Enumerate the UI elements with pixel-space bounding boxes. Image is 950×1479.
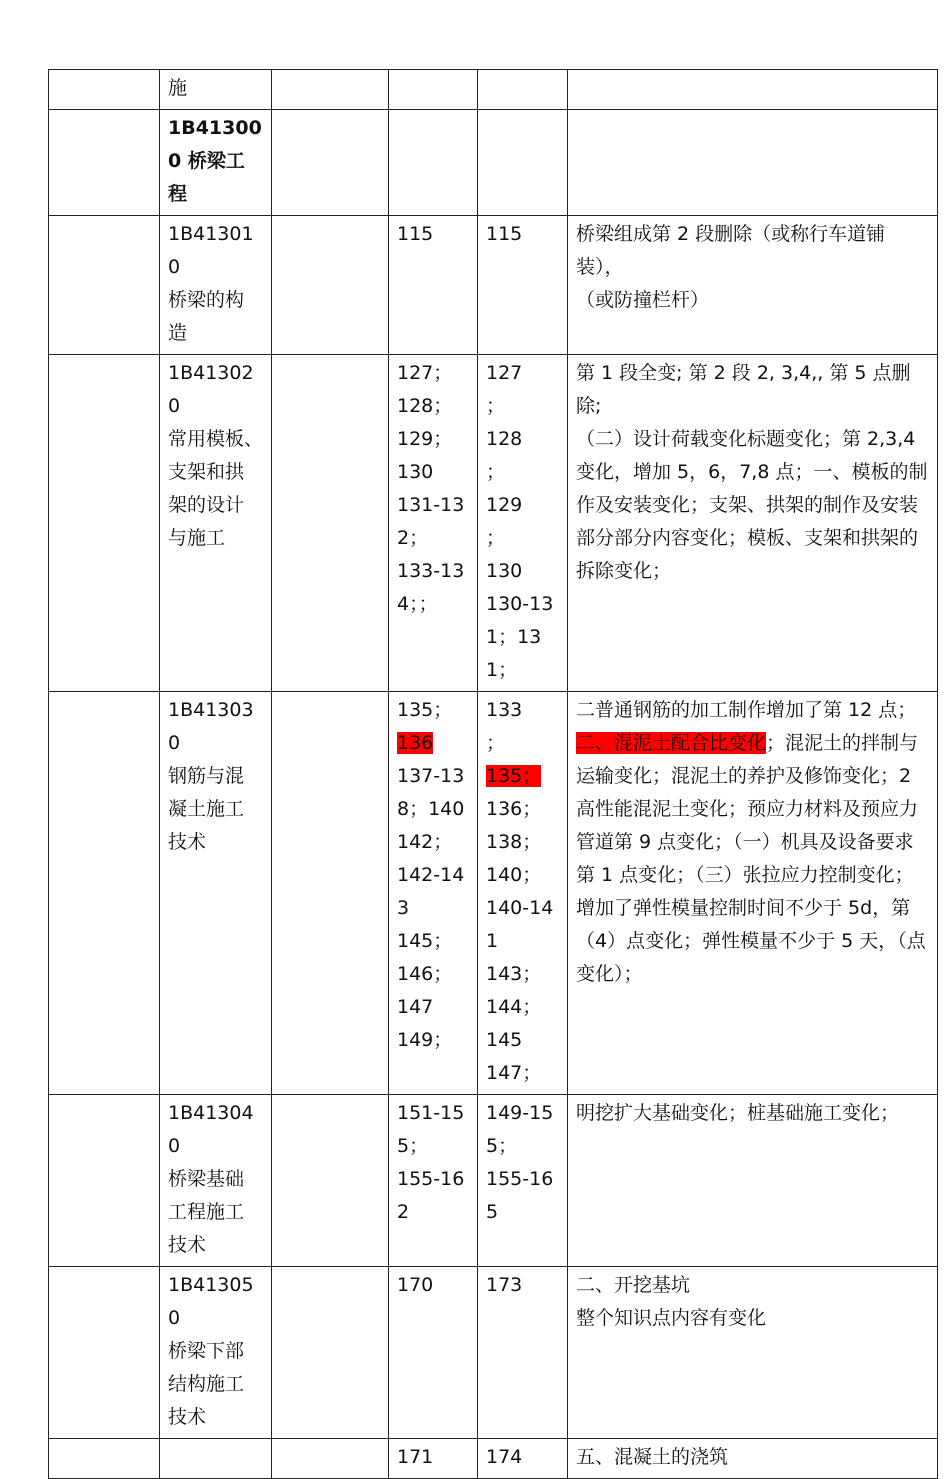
blank-cell — [49, 1095, 160, 1267]
code-cell: 1B413030 钢筋与混 凝土施工 技术 — [160, 692, 272, 1095]
section-heading-cell: 1B41300 0 桥梁工 程 — [160, 110, 272, 216]
blank-cell — [272, 692, 389, 1095]
table-row — [49, 1267, 938, 1439]
new-page-cell: 149-15 5； 155-16 5 — [478, 1095, 568, 1267]
code-cell: 1B413040 桥梁基础 工程施工 技术 — [160, 1095, 272, 1267]
note-cell: 五、混凝土的浇筑 — [568, 1439, 938, 1479]
code-cell: 1B413050 桥梁下部 结构施工 技术 — [160, 1267, 272, 1439]
blank-cell — [272, 355, 389, 692]
note-cell: 二普通钢筋的加工制作增加了第 12 点； 二、混泥土配合比变化；混泥土的拌制与 运输变化；混泥土的养护及修饰变化；2 高性能混泥土变化；预应力材料及预应力 管道第 9 点变化；（一）机具及设备要求 第 1 点变化；（三）张拉应力控制变化； 增加了弹性模量控制时间不少于 5d，第 （4）点变化；弹性模量不少于 5 天，（点 变化）； — [568, 692, 938, 1095]
new-page-cell — [478, 110, 568, 216]
old-page-cell: 170 — [389, 1267, 478, 1439]
old-page-cell: 115 — [389, 216, 478, 355]
code-cell — [160, 1439, 272, 1479]
blank-cell — [272, 70, 389, 110]
note-cell: 二、开挖基坑 整个知识点内容有变化 — [568, 1267, 938, 1439]
highlighted-line: 二、混泥土配合比变化；混泥土的拌制与 — [576, 732, 919, 754]
old-page-cell — [389, 110, 478, 216]
note-cell: 明挖扩大基础变化；桩基础施工变化； — [568, 1095, 938, 1267]
new-page-cell: 133 ； 135； 136； 138； 140； 140-14 1 143； 144； 145 147； — [478, 692, 568, 1095]
new-page-cell: 127 ； 128 ； 129 ； 130 130-13 1；131； — [478, 355, 568, 692]
blank-cell — [272, 1267, 389, 1439]
blank-cell — [272, 216, 389, 355]
blank-cell — [49, 1439, 160, 1479]
note-cell — [568, 110, 938, 216]
note-cell: 第 1 段全变; 第 2 段 2, 3,4,, 第 5 点删除; （二）设计荷载变化标题变化；第 2,3,4 变化，增加 5，6，7,8 点；一、模板的制 作及安装变化；支架、拱架的制作及安装 部分部分内容变化；模板、支架和拱架的 拆除变化； — [568, 355, 938, 692]
old-page-cell: 151-15 5； 155-16 2 — [389, 1095, 478, 1267]
comparison-table — [48, 69, 938, 1479]
blank-cell — [49, 110, 160, 216]
blank-cell — [49, 216, 160, 355]
table-row — [49, 1439, 938, 1479]
table-row — [49, 692, 938, 1095]
table-row — [49, 216, 938, 355]
table-row — [49, 355, 938, 692]
old-page-cell — [389, 70, 478, 110]
blank-cell — [272, 110, 389, 216]
table-row — [49, 70, 938, 110]
highlight-mark: 135； — [486, 765, 542, 787]
code-cell: 1B413010 桥梁的构 造 — [160, 216, 272, 355]
code-cell: 1B413020 常用模板、 支架和拱 架的设计 与施工 — [160, 355, 272, 692]
note-cell — [568, 70, 938, 110]
new-page-cell — [478, 70, 568, 110]
blank-cell — [49, 692, 160, 1095]
blank-cell — [49, 70, 160, 110]
old-page-cell: 171 — [389, 1439, 478, 1479]
blank-cell — [272, 1439, 389, 1479]
blank-cell — [49, 1267, 160, 1439]
old-page-cell: 127； 128； 129； 130 131-13 2； 133-13 4；； — [389, 355, 478, 692]
new-page-cell: 173 — [478, 1267, 568, 1439]
code-cell: 施 — [160, 70, 272, 110]
table-row — [49, 110, 938, 216]
highlight-mark: 二、混泥土配合比变化 — [576, 732, 767, 754]
old-page-cell: 135； 136 137-13 8；140 142； 142-14 3 145； 146； 147 149； — [389, 692, 478, 1095]
new-page-cell: 115 — [478, 216, 568, 355]
new-page-cell: 174 — [478, 1439, 568, 1479]
blank-cell — [272, 1095, 389, 1267]
blank-cell — [49, 355, 160, 692]
highlight-mark: 136 — [397, 732, 434, 754]
note-cell: 桥梁组成第 2 段删除（或称行车道铺装）， （或防撞栏杆） — [568, 216, 938, 355]
table-row — [49, 1095, 938, 1267]
